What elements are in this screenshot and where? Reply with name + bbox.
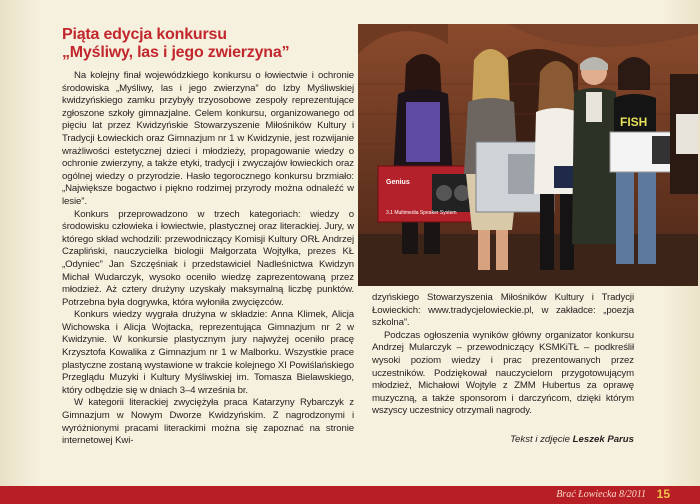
article-paragraph: W kategorii literackiej zwyciężyła praca Katarzyny Rybarczyk z Gimnazjum w Nowym Dworze Kwidzyńskim. Z nagrodzonymi i wyróżnionymi pracami literackimi można się zapoznać na stronie internetowej Kwi- <box>62 397 354 447</box>
credit-author: Leszek Parus <box>572 434 634 445</box>
article-title <box>62 26 354 62</box>
photo-illustration <box>358 24 698 286</box>
article-photo <box>358 24 698 286</box>
page-number: 15 <box>656 487 670 501</box>
shirt-text: FISH <box>620 115 648 129</box>
footer-magazine: Brać Łowiecka 8/2011 <box>556 489 646 500</box>
box-brand: Genius <box>386 179 410 186</box>
article-paragraph: Podczas ogłoszenia wyników główny organizator konkursu Andrzej Mularczyk – przewodniczący KSMKiTŁ – podkreślił wysoki poziom wiedzy i prac prezentowanych przez uczestników. Podziękował nauczycielom przygotowującym młodzież, Michałowi Wojtyle z ZMM Hubertus za oprawę muzyczną, a także sponsorom i darczyńcom, dzięki którym wszyscy uczestnicy otrzymali nagrody. <box>372 329 634 417</box>
box-label: 3.1 Multimedia Speaker System <box>386 210 457 216</box>
article-title-line1: Piąta edycja konkursu <box>62 26 227 43</box>
article-paragraph: dzyńskiego Stowarzyszenia Miłośników Kultury i Tradycji Łowieckich: www.tradycjelowieckie.pl, w zakładce: „poezja szkolna”. <box>372 292 634 329</box>
credit-prefix: Tekst i zdjęcie <box>510 434 570 445</box>
article-paragraph: Na kolejny finał wojewódzkiego konkursu o łowiectwie i ochronie środowiska „Myśliwy, las i jego zwierzyna” do Izby Myśliwskiej kwidzyńskiego zamku przybyły trzyosobowe zespoły reprezentujące zgłoszone szkoły gimnazjalne. Celem konkursu, organizowanego od pięciu lat przez Kwidzyńskie Stowarzyszenie Miłośników Kultury i Tradycji Łowieckich oraz Gimnazjum nr 1 w Kwidzynie, jest rozwijanie wrażliwości estetycznej dzieci i młodzieży, propagowanie wiedzy o ochronie zwierzyny, a także etyki, tradycji i zwyczajów łowieckich oraz ogólnej wiedzy o przyrodzie. Hasło tegorocznego konkursu brzmiało: „Największe bogactwo i piękno rodzimej przyrody można odnaleźć w lesie”. <box>62 70 354 207</box>
article-title-line2: „Myśliwy, las i jego zwierzyna” <box>62 44 290 61</box>
article-right-column <box>372 292 634 418</box>
article-paragraph: Konkurs wiedzy wygrała drużyna w składzie: Anna Klimek, Alicja Wichowska i Alicja Wojtacka, reprezentująca Gimnazjum nr 2 w Kwidzynie. W konkursie plastycznym jury najwyżej oceniło pracę Krzysztofa Kowalika z Gimnazjum nr 1 w Malborku. Wszystkie prace plastyczne zostaną wystawione w trakcie kolejnego XI Powiślańskiego Przeglądu Muzyki i Kultury Myśliwskiej im. Tomasza Bielawskiego, który odbędzie się w dniach 3–4 września br. <box>62 309 354 396</box>
article-paragraph: Konkurs przeprowadzono w trzech kategoriach: wiedzy o środowisku człowieka i łowiectwie, plastycznej oraz literackiej. Jury, w którego skład wchodzili: przewodniczący Komisji Kultury ORŁ Andrzej Czapliński, nauczycielka biologii Małgorzata Wojtyłka, prezes KŁ „Odyniec” Jan Szczęśniak i przedstawiciel Nadleśnictwa Kwidzyn Michał Wudarczyk, wysoko oceniło wiedzę zaprezentowaną przez młodzież. Aż cztery drużyny uzyskały maksymalną liczbę punktów. Potrzebna była dogrywka, która wyłoniła zwycięzców. <box>62 208 354 308</box>
article-credit <box>470 434 634 445</box>
article-left-column <box>62 26 354 448</box>
